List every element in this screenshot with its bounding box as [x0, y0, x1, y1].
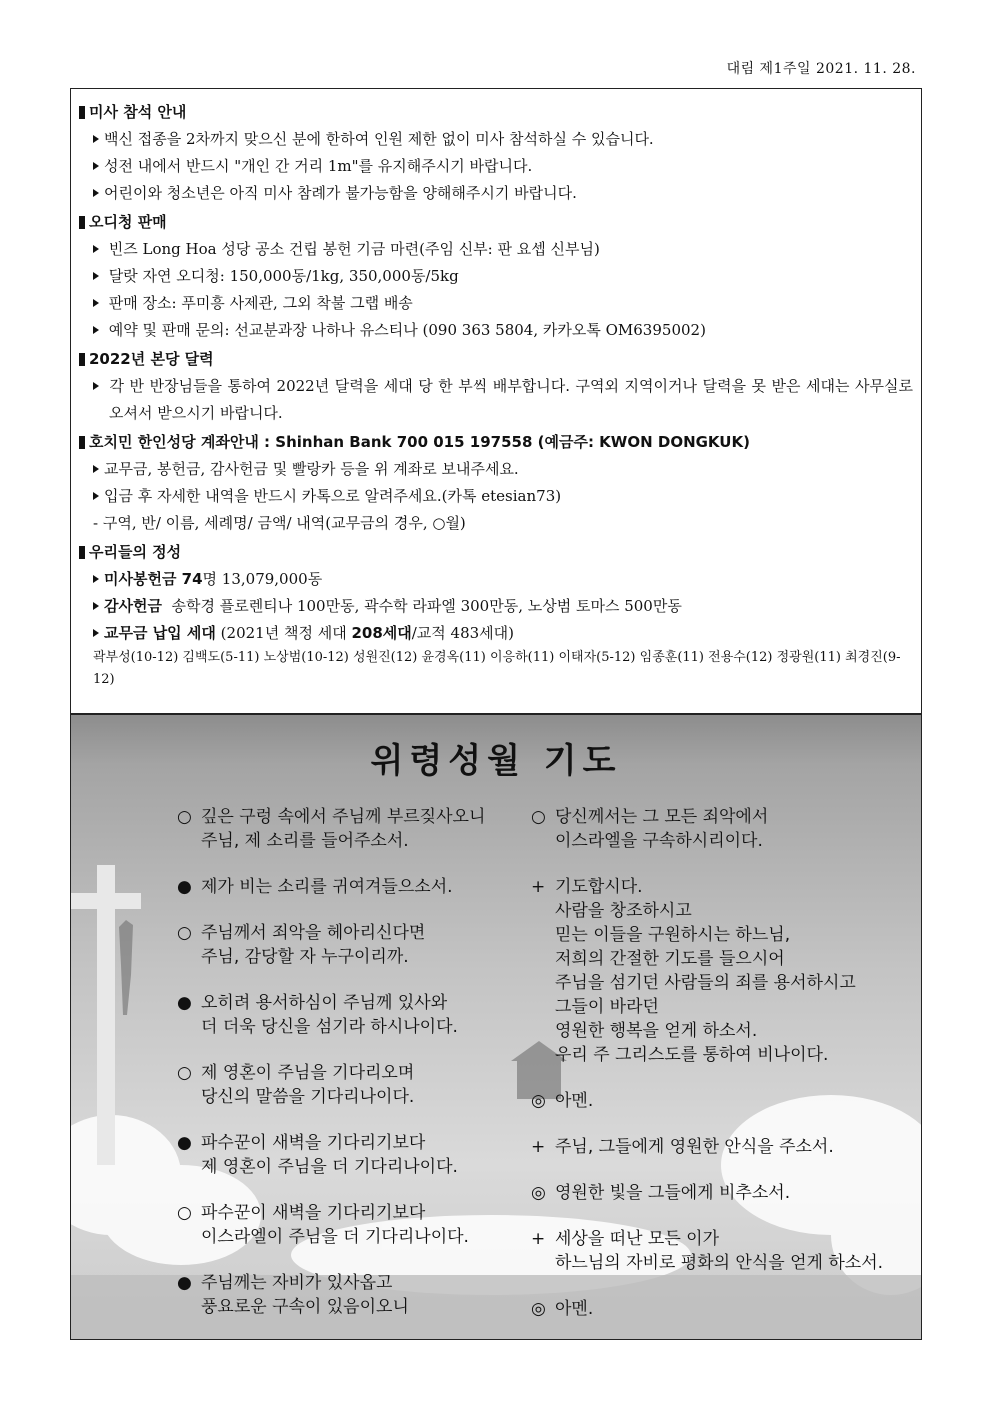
notices-panel	[71, 89, 921, 715]
triangle-bullet-icon	[93, 326, 99, 334]
prayer-verse	[531, 1297, 883, 1321]
notice-line: 빈즈 Long Hoa 성당 공소 건립 봉헌 기금 마련(주임 신부: 판 요셉 신부님)	[108, 240, 600, 258]
prayer-verse	[531, 1227, 883, 1275]
account-note: - 구역, 반/ 이름, 세례명/ 금액/ 내역(교무금의 경우, ○월)	[93, 514, 466, 532]
verse-mark: ○	[177, 1203, 192, 1223]
verse-line: 깊은 구렁 속에서 주님께 부르짖사오니	[201, 807, 486, 827]
prayer-verse	[177, 1131, 485, 1179]
verse-line: 주님께서 죄악을 헤아리신다면	[201, 923, 426, 943]
section-coffee	[79, 209, 913, 344]
verse-line: 아멘.	[555, 1091, 594, 1111]
dues-pre: (2021년 책정 세대	[220, 624, 352, 642]
section-account	[79, 429, 913, 537]
square-bullet-icon	[79, 353, 85, 366]
notice-line: 입금 후 자세한 내역을 반드시 카톡으로 알려주세요.(카톡 etesian73)	[104, 487, 562, 505]
verse-mark: ●	[177, 1273, 192, 1293]
verse-line: 파수꾼이 새벽을 기다리기보다	[201, 1203, 426, 1223]
verse-line: 풍요로운 구속이 있음이오니	[201, 1297, 409, 1317]
prayer-verse	[177, 1271, 485, 1319]
verse-line: 제 영혼이 주님을 기다리오며	[201, 1063, 415, 1083]
section-offerings	[79, 539, 913, 691]
verse-line: 파수꾼이 새벽을 기다리기보다	[201, 1133, 426, 1153]
square-bullet-icon	[79, 106, 85, 119]
verse-line: 기도합시다.	[555, 877, 643, 897]
square-bullet-icon	[79, 546, 85, 559]
triangle-bullet-icon	[93, 629, 99, 637]
verse-mark: ◎	[531, 1183, 546, 1203]
section-title: 호치민 한인성당 계좌안내 : Shinhan Bank 700 015 197558 (예금주: KWON DONGKUK)	[89, 433, 750, 451]
verse-line: 사람을 창조하시고	[555, 901, 692, 921]
prayer-left-column	[177, 805, 485, 1339]
verse-mark: ●	[177, 877, 192, 897]
verse-line: 저희의 간절한 기도를 들으시어	[555, 949, 785, 969]
triangle-bullet-icon	[93, 299, 99, 307]
verse-line: 주님, 그들에게 영원한 안식을 주소서.	[555, 1137, 834, 1157]
verse-line: 제 영혼이 주님을 더 기다리나이다.	[201, 1157, 458, 1177]
verse-line: 믿는 이들을 구원하시는 하느님,	[555, 925, 791, 945]
notice-line: 교무금, 봉헌금, 감사헌금 및 빨랑카 등을 위 계좌로 보내주세요.	[104, 460, 519, 478]
prayer-verse	[177, 1201, 485, 1249]
prayer-panel	[71, 715, 921, 1339]
section-calendar	[79, 346, 913, 427]
mass-offering-label: 미사봉헌금 74	[104, 570, 203, 588]
section-mass	[79, 99, 913, 207]
bulletin-frame	[70, 88, 922, 1340]
verse-line: 우리 주 그리스도를 통하여 비나이다.	[555, 1045, 829, 1065]
prayer-verse	[531, 1089, 883, 1113]
triangle-bullet-icon	[93, 602, 99, 610]
square-bullet-icon	[79, 216, 85, 229]
prayer-verse	[531, 1181, 883, 1205]
triangle-bullet-icon	[93, 162, 99, 170]
verse-line: 영원한 빛을 그들에게 비추소서.	[555, 1183, 791, 1203]
verse-line: 당신의 말씀을 기다리나이다.	[201, 1087, 415, 1107]
triangle-bullet-icon	[93, 245, 99, 253]
verse-line: 영원한 행복을 얻게 하소서.	[555, 1021, 758, 1041]
triangle-bullet-icon	[93, 465, 99, 473]
verse-line: 주님을 섬기던 사람들의 죄를 용서하시고	[555, 973, 856, 993]
verse-mark: ◎	[531, 1091, 546, 1111]
verse-line: 세상을 떠난 모든 이가	[555, 1229, 720, 1249]
verse-mark: +	[531, 877, 546, 897]
triangle-bullet-icon	[93, 189, 99, 197]
notice-line: 어린이와 청소년은 아직 미사 참례가 불가능함을 양해해주시기 바랍니다.	[104, 184, 577, 202]
prayer-verse	[531, 875, 883, 1067]
prayer-verse	[177, 991, 485, 1039]
verse-line: 당신께서는 그 모든 죄악에서	[555, 807, 769, 827]
verse-line: 주님께는 자비가 있사옵고	[201, 1273, 393, 1293]
prayer-title: 위령성월 기도	[370, 741, 622, 781]
dues-bold: 208세대	[351, 624, 412, 642]
notice-line: 판매 장소: 푸미흥 사제관, 그외 착불 그랩 배송	[108, 294, 413, 312]
thanks-offering-label: 감사헌금	[104, 597, 162, 615]
section-title: 미사 참석 안내	[89, 103, 187, 121]
prayer-verse	[177, 921, 485, 969]
verse-line: 제가 비는 소리를 귀여겨들으소서.	[201, 877, 453, 897]
triangle-bullet-icon	[93, 135, 99, 143]
verse-mark: ●	[177, 1133, 192, 1153]
verse-mark: ○	[177, 923, 192, 943]
verse-mark: +	[531, 1137, 546, 1157]
date-line: 대림 제1주일 2021. 11. 28.	[726, 61, 916, 77]
verse-line: 주님, 제 소리를 들어주소서.	[201, 831, 409, 851]
verse-mark: ◎	[531, 1299, 546, 1319]
notice-line: 예약 및 판매 문의: 선교분과장 나하나 유스티나 (090 363 5804, 카카오톡 OM6395002)	[108, 321, 706, 339]
prayer-right-column	[531, 805, 883, 1339]
thanks-offering-value: 송학경 플로렌티나 100만동, 곽수학 라파엘 300만동, 노상범 토마스 500만동	[171, 597, 682, 615]
verse-line: 이스라엘을 구속하시리이다.	[555, 831, 763, 851]
verse-mark: ○	[177, 807, 192, 827]
mass-offering-value: 명 13,079,000동	[202, 570, 323, 588]
notice-line: 성전 내에서 반드시 "개인 간 거리 1m"를 유지해주시기 바랍니다.	[104, 157, 533, 175]
triangle-bullet-icon	[93, 575, 99, 583]
square-bullet-icon	[79, 436, 85, 449]
verse-mark: +	[531, 1229, 546, 1249]
dues-post: /교적 483세대)	[411, 624, 515, 642]
dues-names: 곽부성(10-12) 김백도(5-11) 노상범(10-12) 성원진(12) 윤경옥(11) 이응하(11) 이태자(5-12) 임종훈(11) 전용수(12) 정광원(11) 최경진(9-12)	[93, 650, 901, 687]
notice-line: 달랏 자연 오디청: 150,000동/1kg, 350,000동/5kg	[108, 267, 459, 285]
notice-line: 각 반 반장님들을 통하여 2022년 달력을 세대 당 한 부씩 배부합니다. 구역외 지역이거나 달력을 못 받은 세대는 사무실로 오셔서 받으시기 바랍니다.	[109, 377, 913, 422]
verse-line: 오히려 용서하심이 주님께 있사와	[201, 993, 448, 1013]
verse-mark: ●	[177, 993, 192, 1013]
prayer-verse	[531, 805, 883, 853]
dues-label: 교무금 납입 세대	[104, 624, 216, 642]
prayer-verse	[177, 1061, 485, 1109]
verse-line: 그들이 바라던	[555, 997, 659, 1017]
verse-mark: ○	[177, 1063, 192, 1083]
prayer-verse	[177, 805, 485, 853]
verse-line: 더 더욱 당신을 섬기라 하시나이다.	[201, 1017, 458, 1037]
notice-line: 백신 접종을 2차까지 맞으신 분에 한하여 인원 제한 없이 미사 참석하실 수 있습니다.	[104, 130, 654, 148]
triangle-bullet-icon	[93, 492, 99, 500]
prayer-verse	[177, 875, 485, 899]
verse-line: 주님, 감당할 자 누구이리까.	[201, 947, 409, 967]
section-title: 2022년 본당 달력	[89, 350, 214, 368]
triangle-bullet-icon	[93, 272, 99, 280]
verse-line: 아멘.	[555, 1299, 594, 1319]
prayer-verse	[531, 1135, 883, 1159]
verse-mark: ○	[531, 807, 546, 827]
section-title: 오디청 판매	[89, 213, 167, 231]
verse-line: 하느님의 자비로 평화의 안식을 얻게 하소서.	[555, 1253, 884, 1273]
verse-line: 이스라엘이 주님을 더 기다리나이다.	[201, 1227, 469, 1247]
section-title: 우리들의 정성	[89, 543, 182, 561]
triangle-bullet-icon	[93, 382, 99, 390]
